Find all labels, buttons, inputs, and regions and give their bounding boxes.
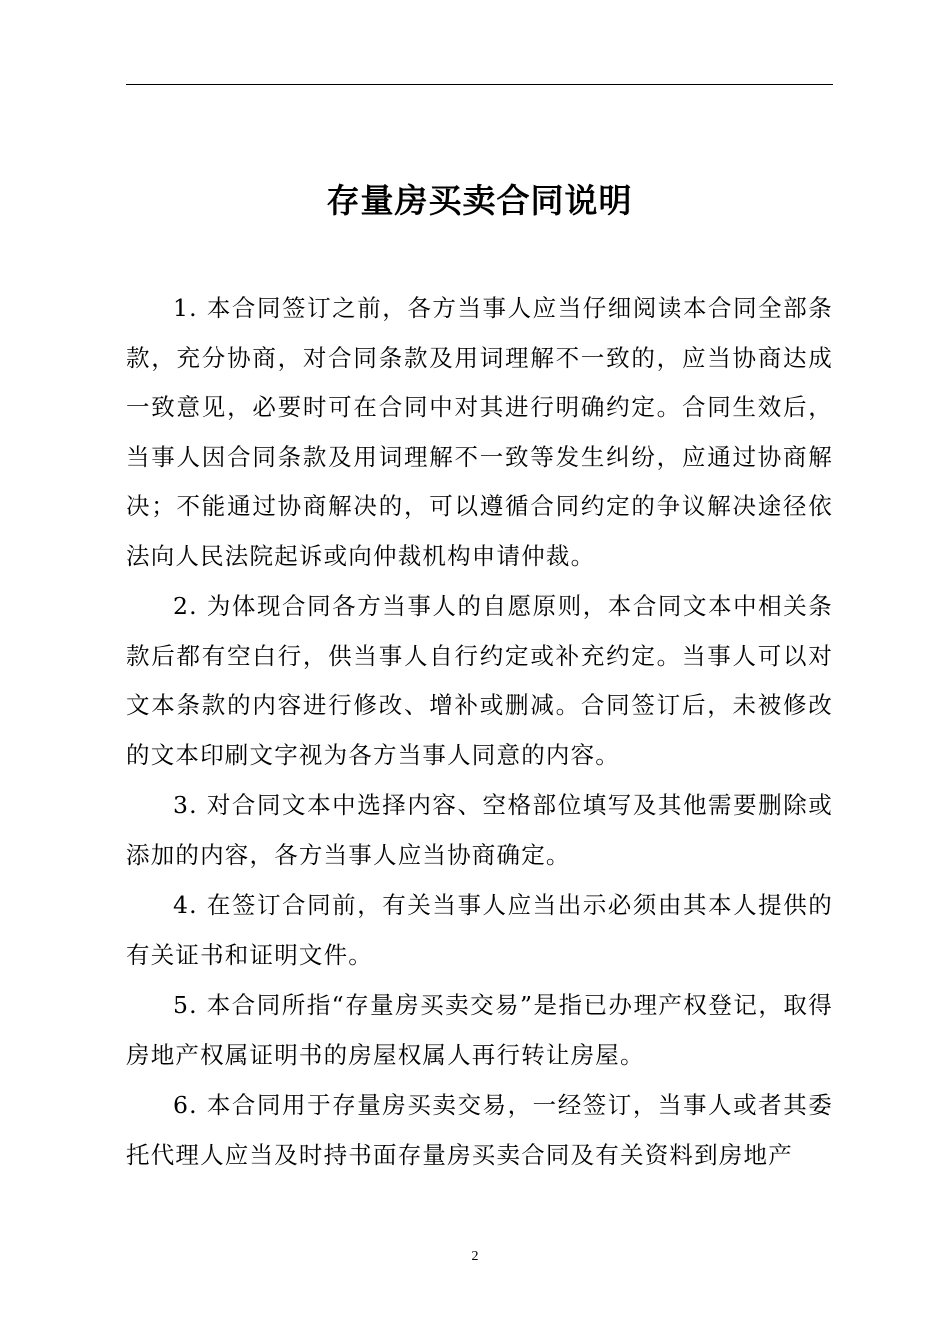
- paragraph-6: 6. 本合同用于存量房买卖交易，一经签订，当事人或者其委托代理人应当及时持书面存量房买卖合同及有关资料到房地产: [126, 1091, 833, 1169]
- paragraph-2: 2. 为体现合同各方当事人的自愿原则，本合同文本中相关条款后都有空白行，供当事人自行约定或补充约定。当事人可以对文本条款的内容进行修改、增补或删减。合同签订后，未被修改的文本印刷文字视为各方当事人同意的内容。: [126, 592, 833, 769]
- paragraph-3: 3. 对合同文本中选择内容、空格部位填写及其他需要删除或添加的内容，各方当事人应当协商确定。: [126, 791, 833, 869]
- paragraph-1: 1. 本合同签订之前，各方当事人应当仔细阅读本合同全部条款，充分协商，对合同条款及用词理解不一致的，应当协商达成一致意见，必要时可在合同中对其进行明确约定。合同生效后，当事人因合同条款及用词理解不一致等发生纠纷，应通过协商解决；不能通过协商解决的，可以遵循合同约定的争议解决途径依法向人民法院起诉或向仲裁机构申请仲裁。: [126, 294, 833, 570]
- page-number: 2: [471, 1249, 479, 1264]
- document-title: 存量房买卖合同说明: [326, 181, 633, 220]
- header-rule: [126, 84, 833, 85]
- paragraph-5: 5. 本合同所指“存量房买卖交易”是指已办理产权登记，取得房地产权属证明书的房屋权属人再行转让房屋。: [126, 991, 833, 1069]
- document-body: [126, 284, 833, 1181]
- paragraph-4: 4. 在签订合同前，有关当事人应当出示必须由其本人提供的有关证书和证明文件。: [126, 891, 833, 969]
